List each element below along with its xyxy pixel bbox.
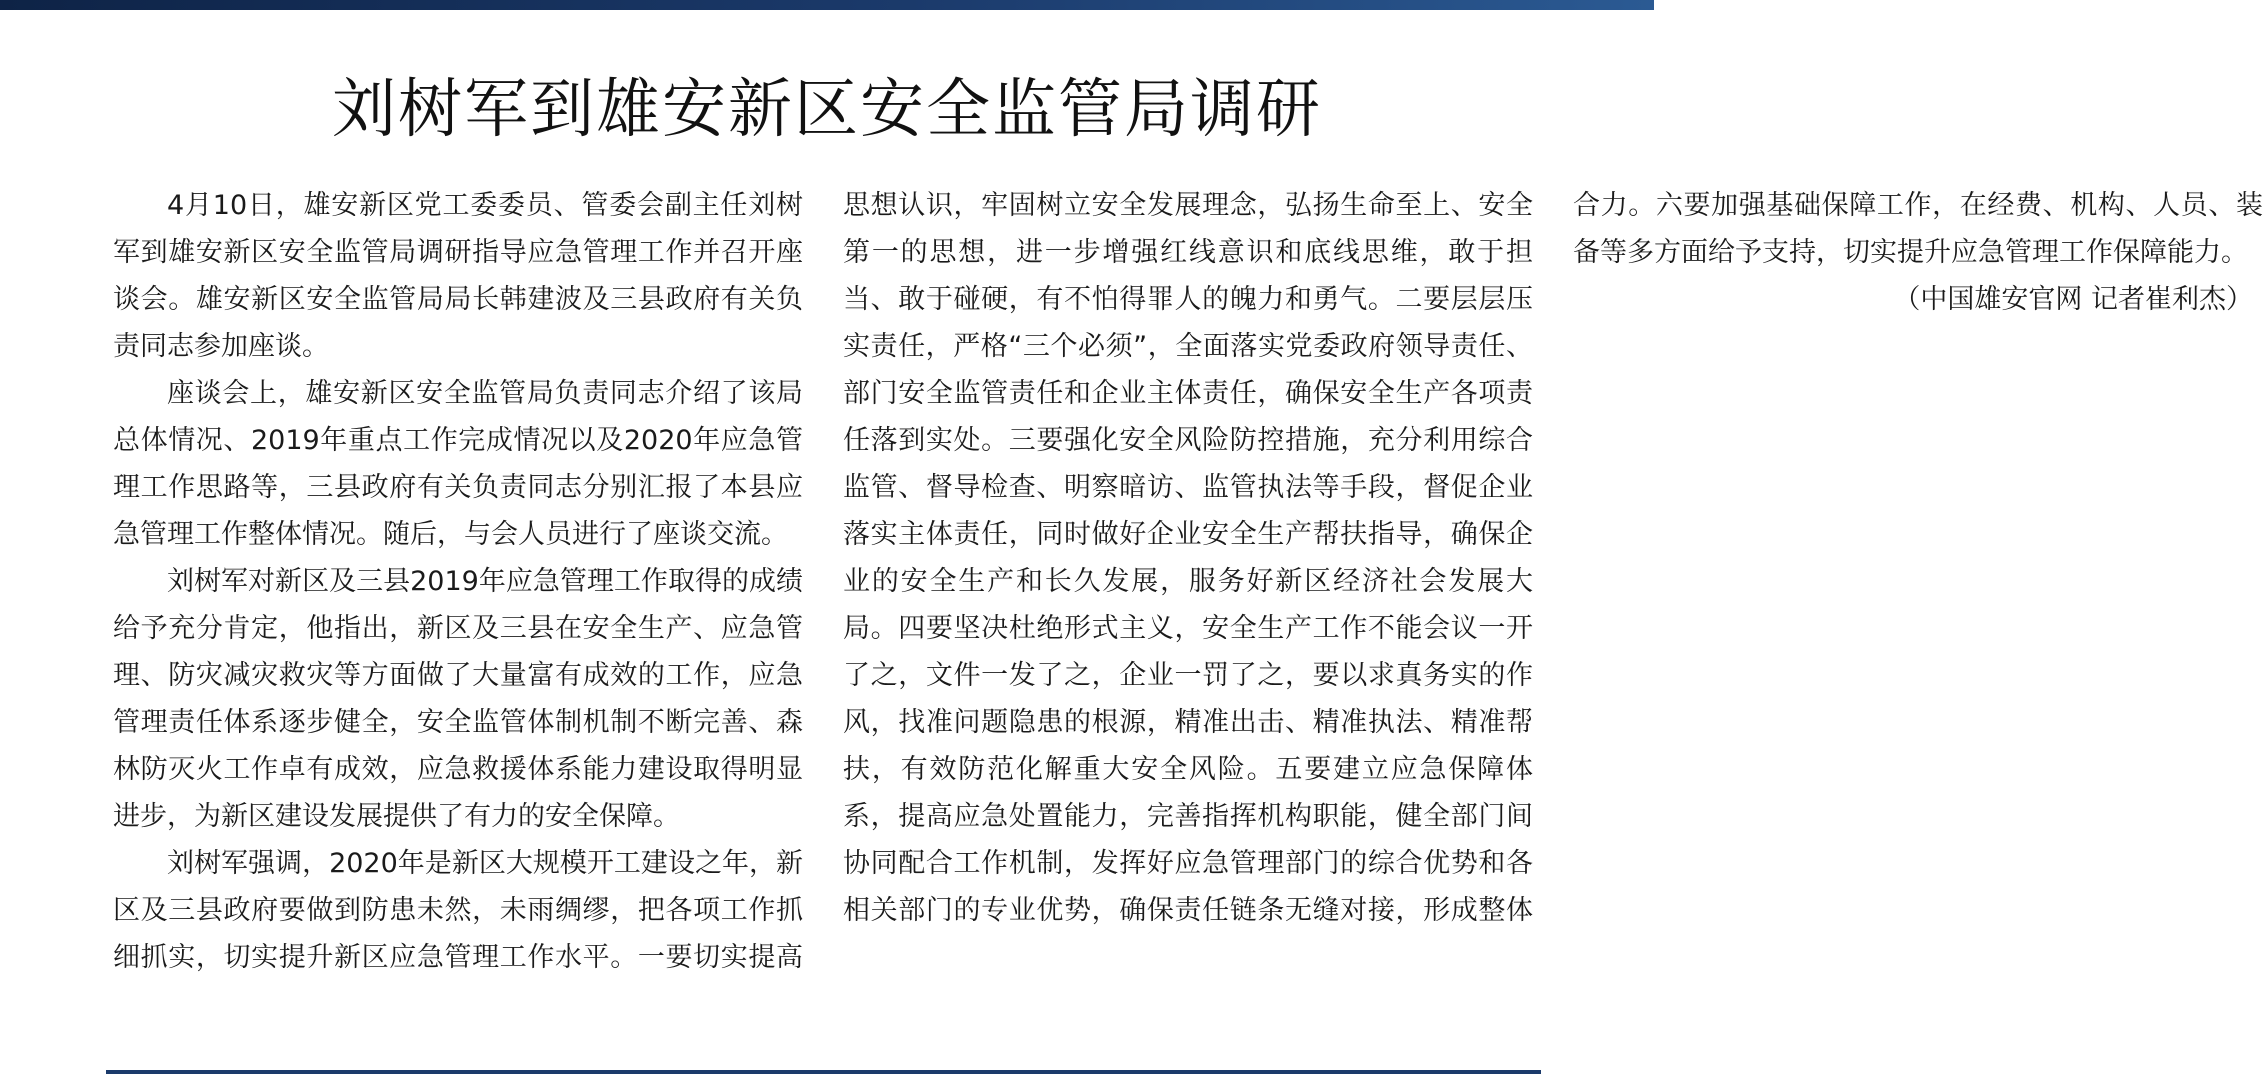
article-paragraph: 刘树军对新区及三县2019年应急管理工作取得的成绩给予充分肯定，他指出，新区及三县在安全生产、应急管理、防灾减灾救灾等方面做了大量富有成效的工作，应急管理责任体系逐步健全，安全监管体制机制不断完善、森林防灭火工作卓有成效，应急救援体系能力建设取得明显进步，为新区建设发展提供了有力的安全保障。 xyxy=(113,566,803,832)
top-accent-bar xyxy=(0,0,1654,10)
bottom-divider xyxy=(106,1070,1541,1074)
article-paragraph: 4月10日，雄安新区党工委委员、管委会副主任刘树军到雄安新区安全监管局调研指导应急管理工作并召开座谈会。雄安新区安全监管局局长韩建波及三县政府有关负责同志参加座谈。 xyxy=(113,190,803,362)
article-body xyxy=(113,182,2263,1012)
article-source-credit: （中国雄安官网 记者崔利杰） xyxy=(1893,284,2253,315)
article-paragraph: 刘树军强调，2020年是新区大规模开工建设之年，新区及三县政府要做到防患未然，未雨绸缪，把各项工作抓细抓实，切实提升新区应急管理工作水平。一要切实提高思想认识，牢固树立安全发展理念，弘扬生命至上、安全第一的思想，进一步增强红线意识和底线思维，敢于担当、敢于碰硬，有不怕得罪人的魄力和勇气。二要层层压实责任，严格“三个必须”，全面落实党委政府领导责任、部门安全监管责任和企业主体责任，确保安全生产各项责任落到实处。三要强化安全风险防控措施，充分利用综合监管、督导检查、明察暗访、监管执法等手段，督促企业落实主体责任，同时做好企业安全生产帮扶指导，确保企业的安全生产和长久发展，服务好新区经济社会发展大局。四要坚决杜绝形式主义，安全生产工作不能会议一开了之，文件一发了之，企业一罚了之，要以求真务实的作风，找准问题隐患的根源，精准出击、精准执法、精准帮扶，有效防范化解重大安全风险。五要建立应急保障体系，提高应急处置能力，完善指挥机构职能，健全部门间协同配合工作机制，发挥好应急管理部门的综合优势和各相关部门的专业优势，确保责任链条无缝对接，形成整体合力。六要加强基础保障工作，在经费、机构、人员、装备等多方面给予支持，切实提升应急管理工作保障能力。 xyxy=(113,190,2263,973)
article-title: 刘树军到雄安新区安全监管局调研 xyxy=(332,73,1322,147)
article-paragraph: 座谈会上，雄安新区安全监管局负责同志介绍了该局总体情况、2019年重点工作完成情况以及2020年应急管理工作思路等，三县政府有关负责同志分别汇报了本县应急管理工作整体情况。随后，与会人员进行了座谈交流。 xyxy=(113,378,803,550)
